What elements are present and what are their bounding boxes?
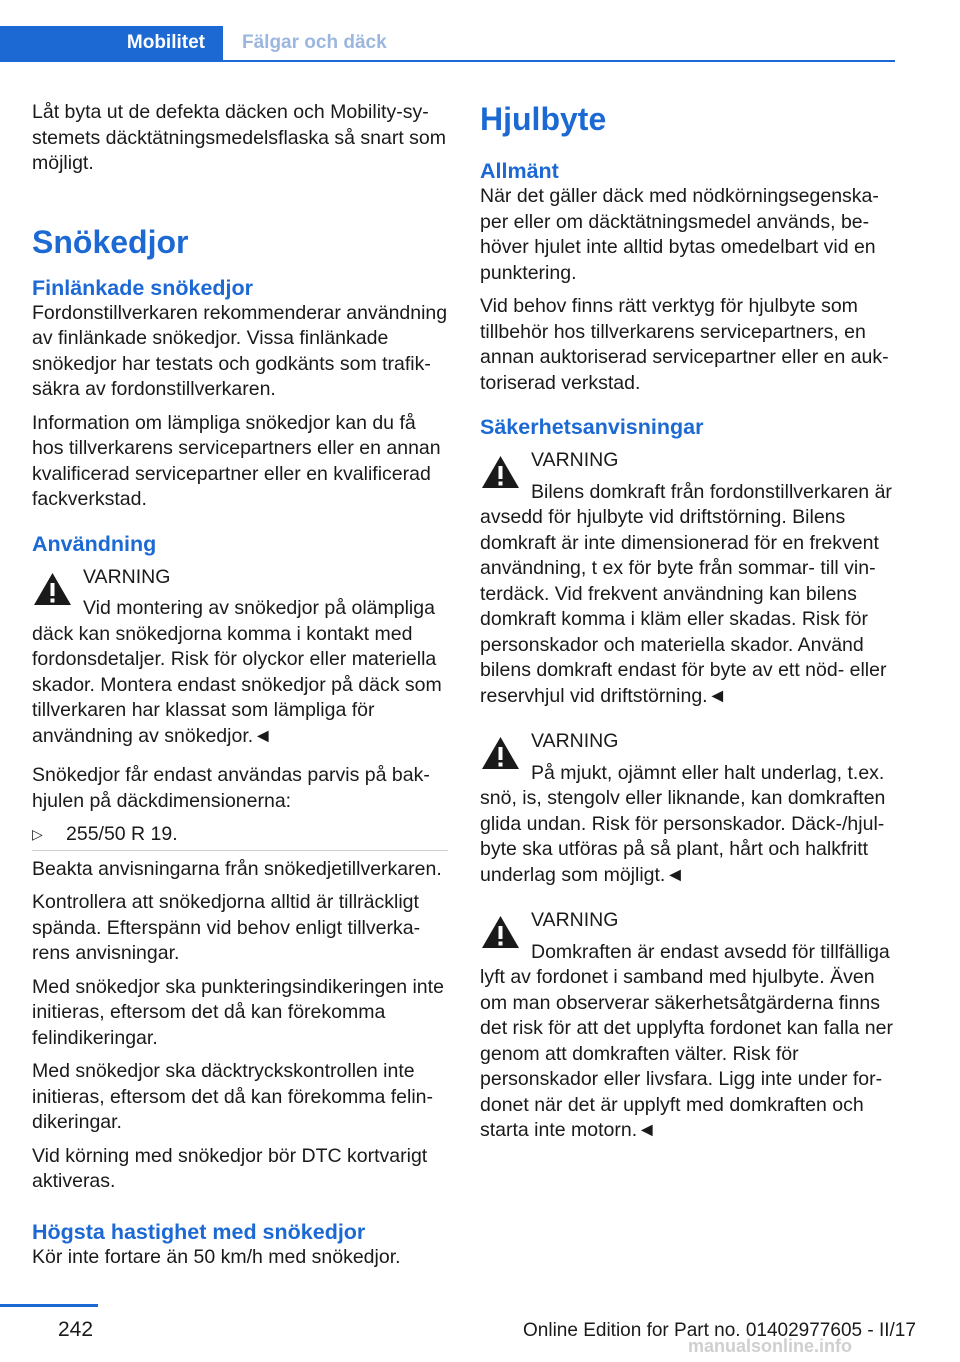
warning-text: Bilens domkraft från fordonstillverkaren är avsedd för hjulbyte vid driftstörning. Bilens domkraft är inte dimensionerad för en frekvent användning, t ex för byte från sommar- till vinterdäck. Vid frekvent användning kan bilens domkraft komma i kläm eller skadas. Risk för personskador och materiella skador. Använd bilens domkraft endast för byte av ett nöd- eller reservhjul vid driftstörning.◄ [480,480,892,707]
footer-accent-line [0,1304,98,1307]
warning-title: VARNING [83,565,171,588]
heading-anvandning: Användning [32,531,157,556]
header-tabs [0,26,895,62]
paragraph-allmant-2: Vid behov finns rätt verktyg för hjulbyte som tillbehör hos tillverkarens servicepartners, en annan auktoriserad servicepartner eller en auktoriserad verkstad. [480,295,889,394]
paragraph-allmant-1: När det gäller däck med nödkörningsegenskaper eller om däcktätningsmedel används, behöver hjulet inte alltid bytas omedelbart vid en punktering. [480,185,879,284]
warning-triangle-icon [480,454,521,490]
warning-text: Vid montering av snökedjor på olämpliga däck kan snökedjorna komma i kontakt med fordonsdetaljer. Risk för olyckor eller materiella skador. Montera endast snökedjor på däck som tillverkaren har klassat som lämpliga för användning av snökedjor.◄ [32,597,442,747]
warning-domkraft-3 [480,908,896,1144]
left-column [32,100,448,1278]
paragraph-finlankade-1: Fordonstillverkaren rekommenderar användning av finlänkade snökedjor. Vissa finlänkade snökedjor har testats och godkänts som trafiksäkra av fordonstillverkaren. [32,301,448,400]
right-column [480,100,896,1158]
tab-falgar-och-dack[interactable]: Fälgar och däck [242,32,387,53]
warning-domkraft-2 [480,729,896,888]
paragraph-finlankade-2: Information om lämpliga snökedjor kan du få hos tillverkarens servicepartners eller en annan kvalificerad servicepartner eller en kvalificerad fackverkstad. [32,411,441,510]
heading-finlankade-snokedjor: Finlänkade snökedjor [32,275,254,300]
paragraph-beakta: Beakta anvisningarna från snökedjetillverkaren. [32,857,442,880]
heading-snokedjor: Snökedjor [32,223,189,260]
warning-text: På mjukt, ojämnt eller halt underlag, t.ex. snö, is, stengolv eller liknande, kan domkraften glida undan. Risk för personskador. Däck-/hjulbyte ska utföras på så plant, hårt och halkfritt underlag som möjligt.◄ [480,761,886,886]
tab-mobilitet[interactable]: Mobilitet [0,26,223,62]
warning-title: VARNING [531,909,619,931]
warning-title: VARNING [531,730,619,752]
triangle-bullet-icon: ▷ [32,826,43,842]
heading-allmant: Allmänt [480,159,559,183]
warning-triangle-icon [32,571,73,607]
heading-hjulbyte: Hjulbyte [480,101,607,137]
heading-hogsta-hastighet: Högsta hastighet med snökedjor [32,1219,366,1244]
paragraph-hogsta: Kör inte fortare än 50 km/h med snökedjor. [32,1245,401,1268]
paragraph-dacktryck: Med snökedjor ska däcktryckskontrollen inte initieras, eftersom det då kan förekomma felindikeringar. [32,1060,434,1133]
warning-title: VARNING [531,449,619,471]
warning-triangle-icon [480,735,521,771]
paragraph-kontrollera: Kontrollera att snökedjorna alltid är tillräckligt spända. Efterspänn vid behov enligt tillverkarens anvisningar. [32,891,421,964]
heading-sakerhetsanvisningar: Säkerhetsanvisningar [480,415,704,439]
paragraph-dtc: Vid körning med snökedjor bör DTC kortvarigt aktiveras. [32,1144,428,1192]
paragraph-punktering: Med snökedjor ska punkteringsindikeringen inte initieras, eftersom det då kan förekomma felindikeringar. [32,975,444,1049]
page-number: 242 [58,1318,94,1341]
warning-triangle-icon [480,914,521,950]
list-item [32,822,448,851]
watermark: manualsonline.info [688,1336,853,1356]
warning-anvandning [32,565,448,750]
bullet-text: 255/50 R 19. [66,823,178,845]
warning-domkraft-1 [480,448,896,709]
footer-edition: Online Edition for Part no. 01402977605 - II/17 [523,1320,916,1341]
warning-text: Domkraften är endast avsedd för tillfälliga lyft av fordonet i samband med hjulbyte. Även om man observerar säkerhetsåtgärderna finns det risk för att det upplyfta fordonet kan falla ner genom att domkraften välter. Risk för personskador eller livsfara. Ligg inte under fordonet när det är upplyft med domkraften och starta inte motorn.◄ [480,940,893,1141]
paragraph-parvis: Snökedjor får endast användas parvis på bakhjulen på däckdimensionerna: [32,764,430,812]
intro-paragraph: Låt byta ut de defekta däcken och Mobility-systemets däcktätningsmedelsflaska så snart som möjligt. [32,101,447,174]
